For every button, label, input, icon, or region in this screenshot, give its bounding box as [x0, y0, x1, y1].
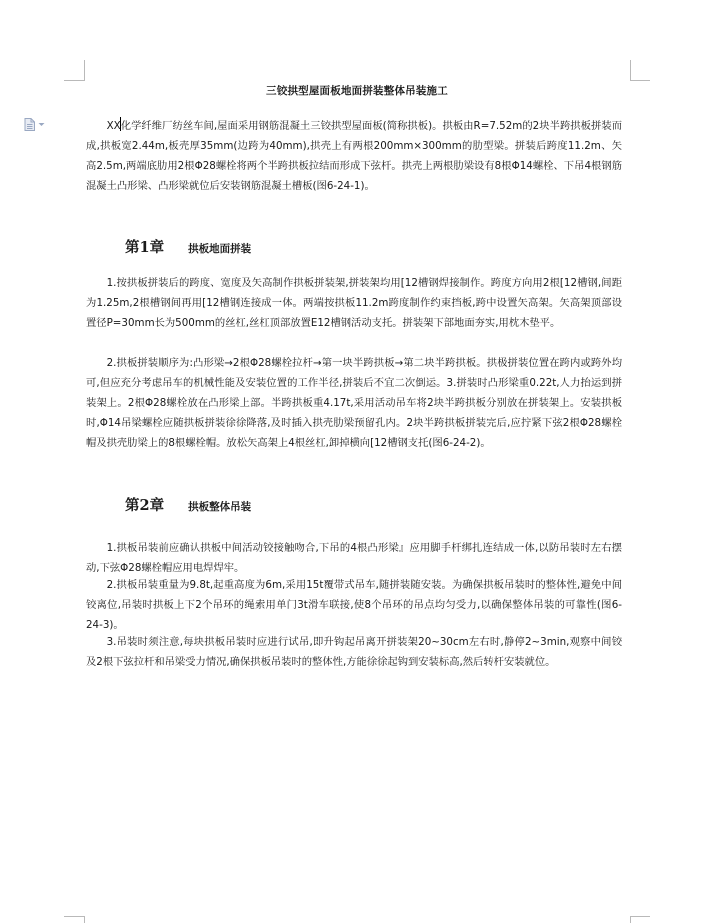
intro-paragraph[interactable]: XX化学纤维厂纺丝车间,屋面采用钢筋混凝土三铰拱型屋面板(简称拱板)。拱板由R=7.52m的2块半跨拱板拼装而成,拱板宽2.44m,板壳厚35mm(边跨为40mm),拱壳上有两根200mm×300mm的肋型梁。拼装后跨度11.2m、矢高2.5m,两端底肋用2根Φ28螺栓将两个半跨拱板拉结而形成下弦杆。拱壳上两根肋梁设有8根Φ14螺栓、下吊4根钢筋混凝土凸形梁、凸形梁就位后安装钢筋混凝土槽板(图6-24-1)。: [86, 120, 622, 192]
crop-mark-top-right-v: [630, 60, 631, 81]
document-title: 三铰拱型屋面板地面拼装整体吊装施工: [266, 85, 448, 97]
chevron-down-icon: [38, 122, 45, 127]
crop-mark-bottom-right-v: [630, 916, 631, 923]
document-icon: [24, 118, 35, 131]
chapter-2-number: 第2章: [125, 497, 165, 514]
chapter-2-heading: [125, 494, 251, 515]
crop-mark-top-left-v: [84, 60, 85, 81]
crop-mark-bottom-right-h: [630, 916, 650, 917]
chapter-2-title: 拱板整体吊装: [188, 501, 252, 513]
margin-document-menu[interactable]: [24, 117, 52, 131]
chapter-1-paragraph-2[interactable]: 2.拱板拼装顺序为:凸形梁→2根Φ28螺栓拉杆→第一块半跨拱板→第二块半跨拱板。拱极拼装位置在跨内或跨外均可,但应充分考虑吊车的机械性能及安装位置的工作半径,拼装后不宜二次倒运。3.拼装时凸形梁重0.22t,人力抬运到拼装架上。2根Φ28螺栓放在凸形梁上部。半跨拱板重4.17t,采用活动吊车将2块半跨拱板分别放在拼装架上。安装拱板时,Φ14吊梁螺栓应随拱板拼装徐徐降落,及时插入拱壳肋梁预留孔内。2块半跨拱板拼装完后,应拧紧下弦2根Φ28螺栓帽及拱壳肋梁上的8根螺栓帽。放松矢高架上4根丝杠,卸掉横向[12槽钢支托(图6-24-2)。: [86, 357, 622, 449]
crop-mark-top-right-h: [630, 80, 650, 81]
crop-mark-bottom-left-v: [84, 916, 85, 923]
chapter-2-paragraph-2[interactable]: 2.拱板吊装重量为9.8t,起重高度为6m,采用15t覆带式吊车,随拼装随安装。为确保拱板吊装时的整体性,避免中间铰离位,吊装时拱板上下2个吊环的绳索用单门3t滑车联接,使8个吊环的吊点均匀受力,以确保整体吊装的可靠性(图6-24-3)。: [86, 579, 622, 631]
chapter-2-paragraph-1[interactable]: 1.拱板吊装前应确认拱板中间活动铰接触吻合,下吊的4根凸形梁』应用脚手杆绑扎连结成一体,以防吊装时左右摆动,下弦Φ28螺栓帽应用电焊焊牢。: [86, 542, 622, 574]
chapter-1-heading: [125, 236, 251, 257]
chapter-1-title: 拱板地面拼装: [188, 243, 252, 255]
chapter-1-number: 第1章: [125, 239, 165, 256]
crop-mark-bottom-left-h: [64, 916, 84, 917]
chapter-2-paragraph-3[interactable]: 3.吊装时须注意,每块拱板吊装时应进行试吊,即升钩起吊离开拼装架20~30cm左右时,静停2~3min,观察中间铰及2根下弦拉杆和吊梁受力情况,确保拱板吊装时的整体性,方能徐徐起钩到安装标高,然后转杆安装就位。: [86, 636, 622, 668]
crop-mark-top-left-h: [64, 80, 84, 81]
chapter-1-paragraph-1[interactable]: 1.按拱板拼装后的跨度、宽度及矢高制作拱板拼装架,拼装架均用[12槽钢焊接制作。跨度方向用2根[12槽钢,间距为1.25m,2根槽钢间再用[12槽钢连接成一体。两端按拱板11.2m跨度制作约束挡板,跨中设置矢高架。矢高架顶部设置径P=30mm长为500mm的丝杠,丝杠顶部放置E12槽钢活动支托。拼装架下部地面夯实,用枕木垫平。: [86, 277, 622, 329]
